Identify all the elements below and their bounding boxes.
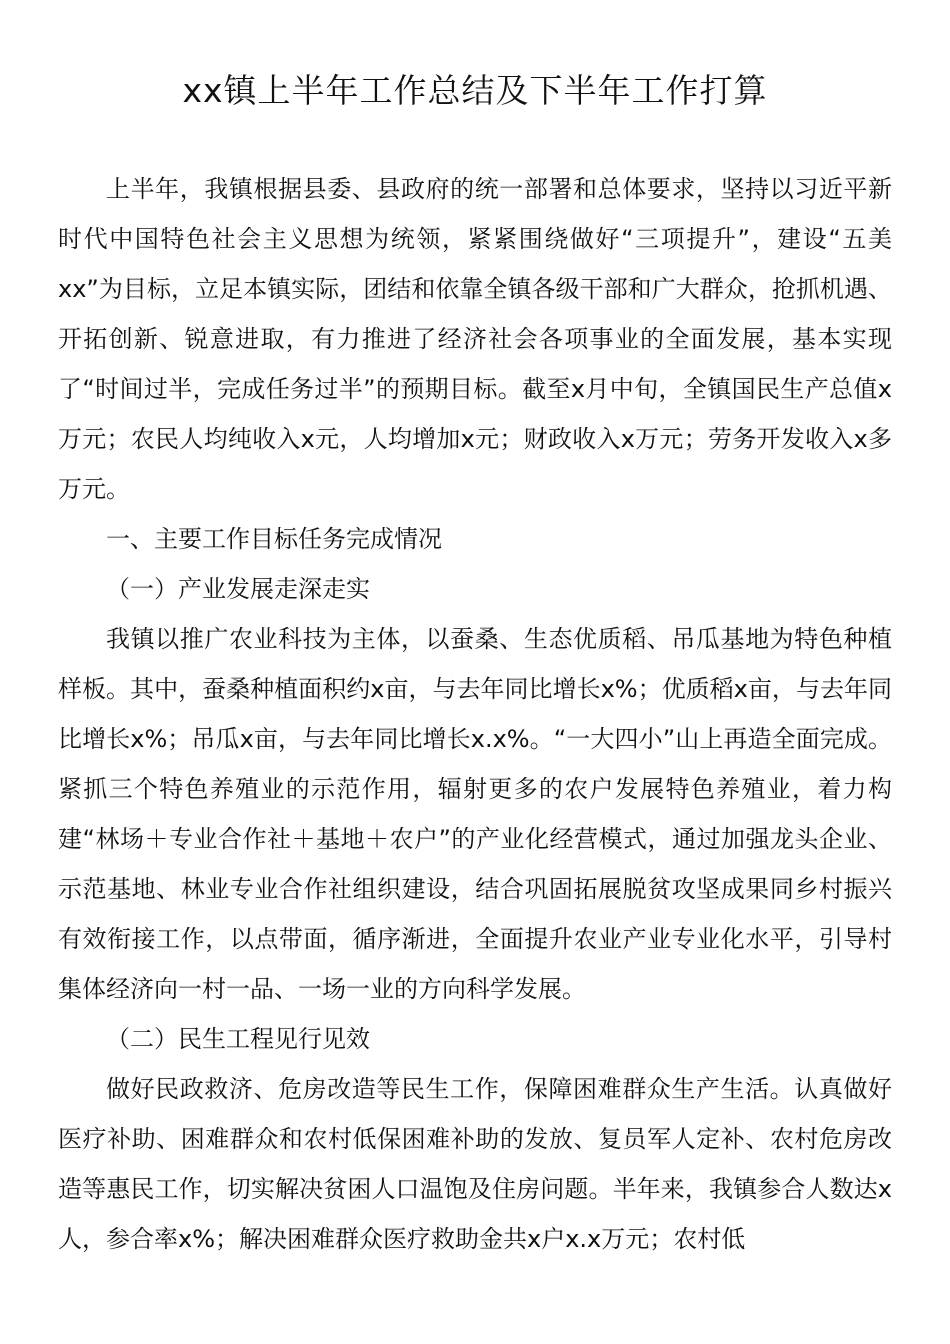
livelihood-paragraph: 做好民政救济、危房改造等民生工作，保障困难群众生产生活。认真做好医疗补助、困难群众和农村低保困难补助的发放、复员军人定补、农村危房改造等惠民工作，切实解决贫困人口温饱及住房问题。半年来，我镇参合人数达x人，参合率x%；解决困难群众医疗救助金共x户x.x万元；农村低 <box>58 1075 892 1253</box>
document-body <box>58 164 892 1264</box>
industry-paragraph: 我镇以推广农业科技为主体，以蚕桑、生态优质稻、吊瓜基地为特色种植样板。其中，蚕桑种植面积约x亩，与去年同比增长x%；优质稻x亩，与去年同比增长x%；吊瓜x亩，与去年同比增长x.x%。“一大四小”山上再造全面完成。紧抓三个特色养殖业的示范作用，辐射更多的农户发展特色养殖业，着力构建“林场＋专业合作社＋基地＋农户”的产业化经营模式，通过加强龙头企业、示范基地、林业专业合作社组织建设，结合巩固拓展脱贫攻坚成果同乡村振兴有效衔接工作，以点带面，循序渐进，全面提升农业产业专业化水平，引导村集体经济向一村一品、一场一业的方向科学发展。 <box>58 625 892 1003</box>
subsection-heading-1: （一）产业发展走深走实 <box>106 575 370 603</box>
document-title: xx镇上半年工作总结及下半年工作打算 <box>182 71 768 110</box>
intro-paragraph: 上半年，我镇根据县委、县政府的统一部署和总体要求，坚持以习近平新时代中国特色社会主义思想为统领，紧紧围绕做好“三项提升”，建设“五美xx”为目标，立足本镇实际，团结和依靠全镇各级干部和广大群众，抢抓机遇、开拓创新、锐意进取，有力推进了经济社会各项事业的全面发展，基本实现了“时间过半，完成任务过半”的预期目标。截至x月中旬，全镇国民生产总值x万元；农民人均纯收入x元，人均增加x元；财政收入x万元；劳务开发收入x多万元。 <box>58 175 892 503</box>
section-heading-1: 一、主要工作目标任务完成情况 <box>106 525 442 553</box>
subsection-heading-2: （二）民生工程见行见效 <box>106 1025 370 1053</box>
